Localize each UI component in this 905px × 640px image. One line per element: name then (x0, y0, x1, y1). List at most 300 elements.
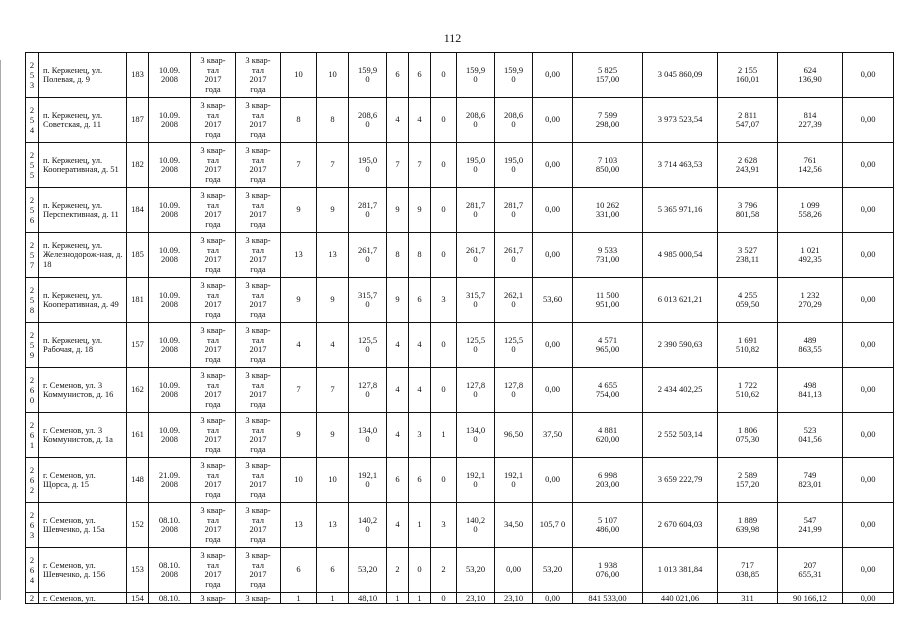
cell-line: 134,0 (357, 424, 378, 435)
cell-line: 2017 (249, 74, 267, 84)
count-cell: 9 (281, 188, 317, 233)
count-cell: 0 (431, 188, 457, 233)
table-row-partial (26, 593, 894, 604)
cell-line: 5 (29, 70, 35, 80)
cell-line: 0 (473, 389, 478, 399)
cell-line: 038,85 (735, 569, 760, 579)
cell-line: 558,26 (798, 209, 822, 219)
cell-line: 761 (803, 154, 817, 165)
cell-line: 160,01 (735, 74, 760, 84)
amount-cell (573, 143, 643, 188)
cell-line: 3 квар- (245, 55, 271, 65)
cell-line: 2 589 (737, 469, 758, 480)
cell-line: года (205, 443, 221, 454)
count-cell: 0 (409, 548, 431, 593)
count-cell: 0 (431, 323, 457, 368)
cell-line: 2 811 (738, 109, 757, 120)
amount-cell (573, 503, 643, 548)
page-number: 112 (443, 31, 462, 45)
cell-line: 0 (473, 299, 478, 309)
cell-line: 3 квар- (200, 370, 226, 380)
cell-line: 823,01 (798, 479, 822, 489)
cell-line: 2 (29, 240, 35, 250)
count-cell: 4 (387, 323, 409, 368)
cell-line: 4 (29, 575, 35, 585)
quarter-actual-cell (236, 413, 281, 458)
cell-line: тал (252, 109, 264, 120)
cell-line: года (250, 488, 266, 499)
cell-line: 261,7 (465, 244, 486, 255)
cell-line: 3 796 (737, 199, 758, 210)
cell-line: 159,9 (465, 64, 486, 75)
cell-line: 0 (29, 395, 35, 405)
cell-line: 1 021 (800, 244, 820, 255)
amount-cell (718, 548, 778, 593)
cell-line: 262,1 (503, 289, 524, 300)
cell-line: 1 232 (800, 289, 820, 300)
date-cell (149, 458, 191, 503)
address-cell: г. Семенов, ул. Шевченко, д. 15а (39, 503, 127, 548)
cell-line: 0 (473, 119, 478, 129)
cell-line: года (250, 128, 266, 139)
cell-line: 3 квар- (200, 460, 226, 470)
cell-line: 2008 (161, 434, 178, 444)
amount-cell (573, 278, 643, 323)
cell-line: 134,0 (465, 424, 486, 435)
cell-line: 5 107 (597, 514, 618, 525)
table-row (26, 188, 894, 233)
cell-line: 10.09. (158, 379, 181, 390)
cell-line: 3 квар- (245, 460, 271, 470)
count-cell: 0 (431, 458, 457, 503)
table-row (26, 53, 894, 98)
area-cell (495, 323, 533, 368)
address-cell: п. Керженец, ул. Рабочая, д. 18 (39, 323, 127, 368)
count-cell: 10 (317, 53, 349, 98)
cell-line: 655,31 (798, 569, 822, 579)
row-index: 2 (26, 593, 39, 604)
amount-cell (718, 368, 778, 413)
count-cell: 10 (281, 458, 317, 503)
cell-line: 6 (29, 385, 35, 395)
cell-line: 0 (473, 164, 478, 174)
cell-line: 4 571 (597, 334, 618, 345)
cell-line: 08.10. (158, 514, 181, 525)
cell-line: тал (207, 469, 219, 480)
cell-line: 2008 (161, 569, 178, 579)
cell-line: года (205, 578, 221, 589)
cell-line: 1 889 (737, 514, 758, 525)
area-cell (495, 548, 533, 593)
quarter-actual-cell (236, 458, 281, 503)
cell-line: года (250, 218, 266, 229)
area-cell (349, 278, 387, 323)
cell-line: 3 квар- (200, 325, 226, 335)
table-row (26, 503, 894, 548)
cell-line: 523 (803, 424, 817, 435)
cell-line: 2017 (249, 254, 267, 264)
area-cell (457, 458, 495, 503)
area-cell (349, 188, 387, 233)
area-cell (457, 503, 495, 548)
cell-line: 2 (29, 285, 35, 295)
count-cell: 8 (281, 98, 317, 143)
area-cell (495, 233, 533, 278)
cell-line: года (250, 578, 266, 589)
count-cell: 4 (387, 413, 409, 458)
cell-line: 3 квар- (245, 100, 271, 110)
area-cell (349, 368, 387, 413)
cell-line: 192,1 (357, 469, 378, 480)
address-cell: г. Семенов, ул. Щорса, д. 15 (39, 458, 127, 503)
cell-line: 2017 (249, 389, 267, 399)
area-cell (349, 53, 387, 98)
cell-line: 0 (473, 344, 478, 354)
cell-line: 2017 (249, 479, 267, 489)
date-cell (149, 548, 191, 593)
cell-line: тал (252, 64, 264, 75)
cell-line: 510,62 (735, 389, 760, 399)
cell-line: 0 (365, 74, 370, 84)
cell-line: 850,00 (595, 164, 620, 174)
address-cell: п. Керженец, ул. Советская, д. 11 (39, 98, 127, 143)
cell-line: 489 (803, 334, 817, 345)
area-cell: 48,10 (349, 593, 387, 604)
cell-line: 2017 (204, 254, 222, 264)
cell-line: 3 квар- (200, 55, 226, 65)
cell-line: 547 (803, 514, 817, 525)
area-cell: 0,00 (533, 458, 573, 503)
cell-line: 2 (29, 485, 35, 495)
count-cell: 7 (281, 143, 317, 188)
count-cell: 1 (317, 593, 349, 604)
cell-line: 0 (473, 74, 478, 84)
area-cell (495, 98, 533, 143)
area-cell (495, 413, 533, 458)
cell-line: 1 691 (737, 334, 758, 345)
area-cell: 23,10 (495, 593, 533, 604)
cell-line: 0 (511, 74, 516, 84)
cell-line: 749 (803, 469, 817, 480)
count-cell: 8 (387, 233, 409, 278)
amount-cell: 0,00 (843, 278, 894, 323)
quarter-actual-cell (236, 53, 281, 98)
cell-line: 208,6 (357, 109, 378, 120)
cell-line: 0 (511, 344, 516, 354)
table-row (26, 323, 894, 368)
quarter-planned-cell (191, 368, 236, 413)
amount-cell (573, 548, 643, 593)
cell-line: 2017 (204, 164, 222, 174)
cell-line: 0 (511, 164, 516, 174)
amount-cell: 0,00 (843, 368, 894, 413)
count-cell: 4 (281, 323, 317, 368)
cell-line: 2017 (249, 434, 267, 444)
area-cell: 0,00 (533, 143, 573, 188)
count-cell: 1 (431, 413, 457, 458)
area-cell (495, 368, 533, 413)
cell-line: 2017 (249, 524, 267, 534)
cell-line: 0 (511, 254, 516, 264)
cell-line: 2017 (204, 434, 222, 444)
cell-line: 2017 (204, 479, 222, 489)
amount-cell: 5 365 971,16 (643, 188, 718, 233)
area-cell (349, 458, 387, 503)
cell-line: 3 квар- (200, 235, 226, 245)
area-cell (495, 53, 533, 98)
cell-line: 2008 (161, 209, 178, 219)
amount-cell: 3 714 463,53 (643, 143, 718, 188)
cell-line: 5 (29, 160, 35, 170)
cell-line: 0 (365, 119, 370, 129)
quarter-planned-cell (191, 458, 236, 503)
cell-line: 2 (29, 465, 35, 475)
row-index (26, 368, 39, 413)
count-cell: 8 (317, 98, 349, 143)
row-index (26, 233, 39, 278)
cell-line: 157,20 (735, 479, 760, 489)
cell-line: тал (207, 379, 219, 390)
cell-line: года (250, 308, 266, 319)
amount-cell: 0,00 (843, 233, 894, 278)
cell-line: года (205, 398, 221, 409)
cell-line: 140,2 (465, 514, 486, 525)
cell-line: 0 (365, 479, 370, 489)
area-cell: 105,7 0 (533, 503, 573, 548)
cell-line: 192,1 (465, 469, 486, 480)
amount-cell (718, 233, 778, 278)
cell-line: 1 (29, 440, 35, 450)
count-cell: 7 (317, 368, 349, 413)
amount-cell: 3 045 860,09 (643, 53, 718, 98)
cell-line: 0 (365, 434, 370, 444)
cell-line: 2 (29, 105, 35, 115)
cell-line: года (205, 83, 221, 94)
cell-line: 10.09. (158, 199, 181, 210)
amount-cell (573, 458, 643, 503)
cell-line: 2017 (249, 164, 267, 174)
amount-cell: 841 533,00 (573, 593, 643, 604)
cell-line: 624 (803, 64, 817, 75)
row-index (26, 548, 39, 593)
cell-line: 492,35 (798, 254, 822, 264)
count-cell: 3 (431, 503, 457, 548)
area-cell (457, 368, 495, 413)
cell-line: 10.09. (158, 154, 181, 165)
count-cell: 9 (317, 413, 349, 458)
cell-line: 3 (29, 80, 35, 90)
count-cell: 8 (409, 233, 431, 278)
count-cell: 9 (317, 278, 349, 323)
count-cell: 2 (387, 548, 409, 593)
quarter-planned-cell (191, 233, 236, 278)
row-index (26, 278, 39, 323)
cell-line: 140,2 (357, 514, 378, 525)
cell-line: 0 (511, 119, 516, 129)
cell-line: 498 (803, 379, 817, 390)
count-cell: 9 (317, 188, 349, 233)
cell-line: года (205, 173, 221, 184)
date-cell: 08.10. (149, 593, 191, 604)
cell-line: года (205, 488, 221, 499)
quarter-actual-cell (236, 323, 281, 368)
cell-line: 2017 (249, 209, 267, 219)
house-number-cell: 162 (127, 368, 149, 413)
cell-line: 620,00 (595, 434, 620, 444)
cell-line: 2008 (161, 119, 178, 129)
date-cell (149, 233, 191, 278)
cell-line: 11 500 (595, 289, 620, 300)
count-cell: 13 (281, 233, 317, 278)
count-cell: 13 (317, 503, 349, 548)
cell-line: 2008 (161, 74, 178, 84)
cell-line: 0 (473, 434, 478, 444)
cell-line: 195,0 (465, 154, 486, 165)
count-cell: 0 (431, 593, 457, 604)
amount-cell: 440 021,06 (643, 593, 718, 604)
quarter-planned-cell (191, 98, 236, 143)
area-cell (495, 143, 533, 188)
date-cell (149, 413, 191, 458)
cell-line: 0 (365, 524, 370, 534)
cell-line: 261,7 (503, 244, 524, 255)
cell-line: 639,98 (735, 524, 760, 534)
cell-line: 315,7 (465, 289, 486, 300)
cell-line: тал (207, 109, 219, 120)
cell-line: года (205, 533, 221, 544)
count-cell: 1 (409, 503, 431, 548)
cell-line: 125,5 (465, 334, 486, 345)
cell-line: 192,1 (503, 469, 524, 480)
cell-line: 2017 (204, 119, 222, 129)
cell-line: тал (252, 334, 264, 345)
cell-line: 2017 (249, 119, 267, 129)
scan-edge-line (0, 60, 1, 600)
cell-line: 0 (473, 524, 478, 534)
cell-line: 142,56 (798, 164, 822, 174)
house-number-cell: 148 (127, 458, 149, 503)
cell-line: 298,00 (595, 119, 620, 129)
cell-line: тал (252, 469, 264, 480)
count-cell: 13 (281, 503, 317, 548)
area-cell (349, 143, 387, 188)
cell-line: 6 (29, 520, 35, 530)
cell-line: 3 квар- (245, 505, 271, 515)
count-cell: 1 (409, 593, 431, 604)
cell-line: 2 (29, 375, 35, 385)
table-row (26, 368, 894, 413)
address-cell: г. Семенов, ул. 3 Коммунистов, д. 1а (39, 413, 127, 458)
cell-line: 125,5 (357, 334, 378, 345)
cell-line: 2 (29, 60, 35, 70)
table-row (26, 278, 894, 323)
count-cell: 4 (387, 368, 409, 413)
cell-line: 841,13 (798, 389, 822, 399)
amount-cell (718, 413, 778, 458)
amount-cell (718, 143, 778, 188)
area-cell: 0,00 (533, 593, 573, 604)
cell-line: тал (252, 514, 264, 525)
area-cell (349, 503, 387, 548)
cell-line: тал (252, 379, 264, 390)
cell-line: 7 (29, 260, 35, 270)
cell-line: 2 155 (737, 64, 758, 75)
cell-line: тал (207, 244, 219, 255)
count-cell: 0 (431, 233, 457, 278)
cell-line: 2 (29, 555, 35, 565)
cell-line: тал (207, 424, 219, 435)
cell-line: года (205, 128, 221, 139)
address-cell: г. Семенов, ул. (39, 593, 127, 604)
cell-line: 10.09. (158, 64, 181, 75)
cell-line: 10.09. (158, 289, 181, 300)
cell-line: 2008 (161, 524, 178, 534)
cell-line: 6 (29, 475, 35, 485)
count-cell: 7 (409, 143, 431, 188)
area-cell (457, 98, 495, 143)
cell-line: 2 628 (737, 154, 758, 165)
count-cell: 9 (281, 413, 317, 458)
cell-line: 0 (365, 344, 370, 354)
cell-line: 3 квар- (245, 325, 271, 335)
cell-line: года (250, 263, 266, 274)
house-number-cell: 182 (127, 143, 149, 188)
count-cell: 9 (387, 278, 409, 323)
amount-cell: 1 013 381,84 (643, 548, 718, 593)
area-cell (349, 548, 387, 593)
house-number-cell: 181 (127, 278, 149, 323)
cell-line: 2017 (204, 209, 222, 219)
cell-line: 10.09. (158, 424, 181, 435)
cell-line: года (205, 218, 221, 229)
quarter-planned-cell (191, 503, 236, 548)
area-cell: 0,00 (533, 98, 573, 143)
cell-line: 0 (365, 389, 370, 399)
cell-line: 195,0 (357, 154, 378, 165)
amount-cell: 4 985 000,54 (643, 233, 718, 278)
area-cell: 0,00 (533, 368, 573, 413)
cell-line: 270,29 (798, 299, 822, 309)
cell-line: 3 квар- (245, 280, 271, 290)
cell-line: 241,99 (798, 524, 822, 534)
cell-line: 5 (29, 170, 35, 180)
amount-cell (573, 188, 643, 233)
cell-line: 3 квар- (245, 145, 271, 155)
amount-cell: 0,00 (843, 188, 894, 233)
cell-line: 5 (29, 250, 35, 260)
cell-line: 5 (29, 340, 35, 350)
area-cell: 0,00 (533, 233, 573, 278)
count-cell: 13 (317, 233, 349, 278)
house-number-cell: 154 (127, 593, 149, 604)
count-cell: 0 (431, 143, 457, 188)
cell-line: 510,82 (735, 344, 760, 354)
cell-line: тал (207, 289, 219, 300)
count-cell: 6 (317, 548, 349, 593)
cell-line: 3 квар- (245, 370, 271, 380)
amount-cell: 0,00 (843, 593, 894, 604)
cell-line: 08.10. (158, 559, 181, 570)
cell-line: тал (207, 334, 219, 345)
cell-line: 6 (29, 430, 35, 440)
cell-line: 0 (365, 164, 370, 174)
amount-cell: 3 973 523,54 (643, 98, 718, 143)
cell-line: 2017 (249, 569, 267, 579)
amount-cell (778, 143, 843, 188)
address-cell: п. Керженец, ул. Полевая, д. 9 (39, 53, 127, 98)
area-cell (495, 188, 533, 233)
count-cell: 0 (431, 53, 457, 98)
